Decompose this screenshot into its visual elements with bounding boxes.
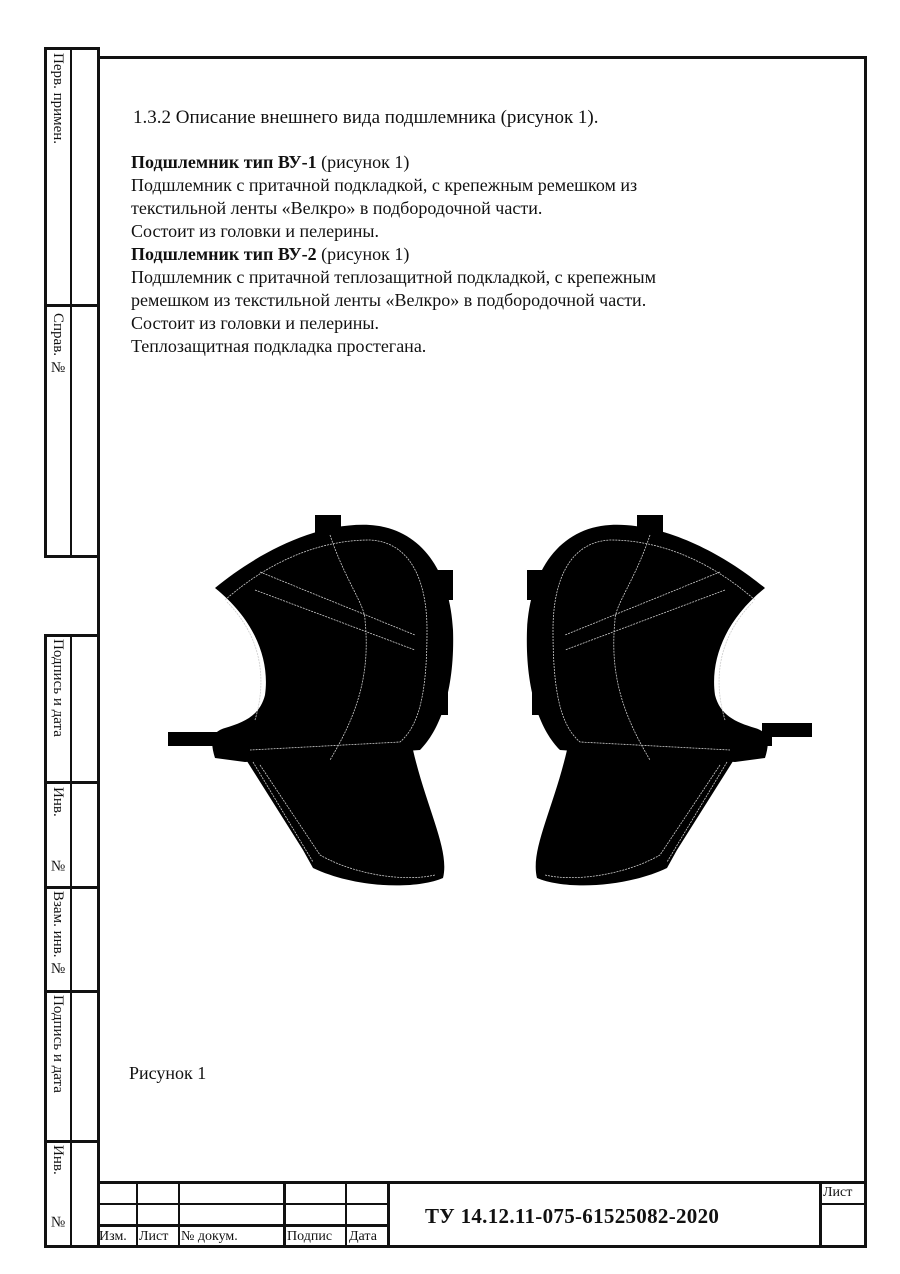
type-vu1-line: текстильной ленты «Велкро» в подбородочной части. (131, 198, 543, 218)
section-heading: 1.3.2 Описание внешнего вида подшлемника (рисунок 1). (133, 107, 599, 128)
side-strip-lower (44, 634, 100, 1248)
type-vu2-line: Состоит из головки и пелерины. (131, 313, 379, 333)
col-sheet: Лист (139, 1229, 169, 1244)
type-vu1-block (131, 151, 831, 358)
label-replace-inv-no: Взам. инв. № (50, 891, 66, 978)
type-vu2-name: Подшлемник тип ВУ-2 (131, 244, 317, 264)
type-vu2-line: ремешком из текстильной ленты «Велкро» в подбородочной части. (131, 290, 647, 310)
sheet-label: Лист (823, 1185, 853, 1200)
label-signature-date-1: Подпись и дата (50, 639, 66, 737)
figure-caption: Рисунок 1 (129, 1063, 207, 1083)
col-document-no: № докум. (181, 1229, 238, 1244)
label-inv-no-2: Инв. № (50, 1145, 66, 1231)
type-vu2-line: Теплозащитная подкладка простегана. (131, 336, 427, 356)
document-designation: ТУ 14.12.11-075-61525082-2020 (425, 1204, 720, 1228)
balaclava-right-view-icon (520, 510, 815, 895)
col-date: Дата (349, 1229, 377, 1244)
label-inv-no-1: Инв. № (50, 787, 66, 875)
side-strip-upper (44, 47, 100, 558)
type-vu1-name: Подшлемник тип ВУ-1 (131, 152, 317, 172)
type-vu2-line: Подшлемник с притачной теплозащитной подкладкой, с крепежным (131, 267, 657, 287)
label-reference-no: Справ. № (50, 313, 66, 376)
label-signature-date-2: Подпись и дата (50, 995, 66, 1093)
label-first-use: Перв. примен. (50, 53, 66, 145)
col-change: Изм. (99, 1229, 127, 1244)
balaclava-left-view-icon (165, 510, 455, 895)
type-vu1-line: Подшлемник с притачной подкладкой, с крепежным ремешком из (131, 175, 638, 195)
type-vu1-line: Состоит из головки и пелерины. (131, 221, 379, 241)
type-vu2-ref: (рисунок 1) (316, 244, 410, 264)
col-signature: Подпис (287, 1229, 333, 1244)
type-vu1-ref: (рисунок 1) (316, 152, 410, 172)
type-vu1-title (131, 151, 831, 174)
type-vu2-title (131, 243, 831, 266)
